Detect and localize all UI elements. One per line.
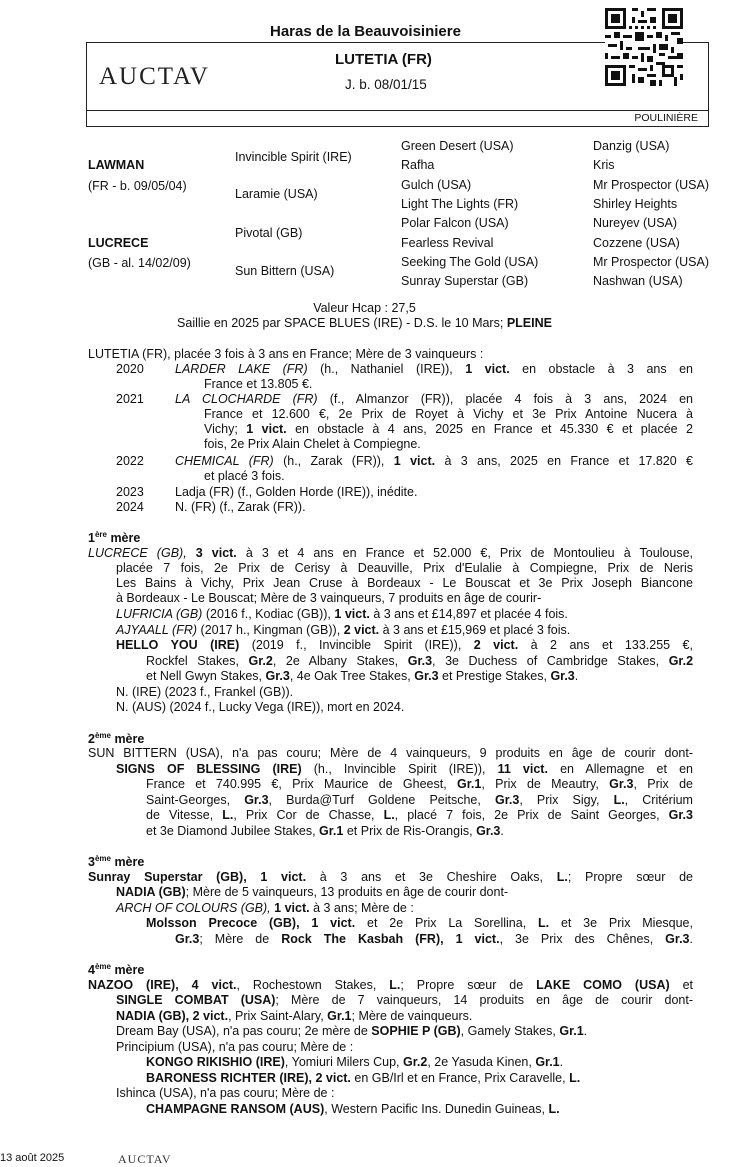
dam-name: LUCRECE	[88, 236, 149, 250]
first-dam-line: Les Bains à Vichy, Prix Jean Cruse à Bordeaux - Le Bouscat et 3e Prix Joseph Biancone	[116, 576, 693, 590]
win-count: 2 vict.	[343, 623, 380, 637]
section-heading: 2ème mère	[88, 731, 145, 747]
valeur-hcap: Valeur Hcap : 27,5	[313, 301, 416, 315]
grade: Gr.3	[668, 808, 693, 822]
third-dam-line	[88, 870, 693, 884]
pedigree-g3: Seeking The Gold (USA)	[401, 255, 539, 269]
pedigree-g3: Polar Falcon (USA)	[401, 216, 509, 230]
grade: Gr.2	[668, 654, 694, 668]
produce-name: CHEMICAL (FR)	[175, 454, 274, 468]
horse-info: J. b. 08/01/15	[345, 77, 427, 92]
win-count: 2 vict.	[473, 638, 519, 652]
record-text: en Allemagne et en	[560, 762, 693, 776]
footer-date: 13 août 2025	[0, 1152, 65, 1164]
grade: Gr.3	[265, 669, 290, 683]
record-text: ; Propre sœur de	[400, 978, 524, 992]
grade: Gr.3	[550, 669, 575, 683]
record-text: , Prix de Meautry,	[481, 777, 599, 791]
dam-name: LUCRECE (GB),	[88, 546, 187, 560]
record-text: ; Mère de	[199, 932, 270, 946]
record-text: et Prix de Ris-Orangis,	[346, 824, 473, 838]
record-text: , Prix de	[633, 777, 693, 791]
produce-name: KONGO RIKISHIO (IRE)	[146, 1055, 285, 1069]
record-text: Saint-Georges,	[146, 793, 231, 807]
grade: Gr.1	[457, 777, 482, 791]
produce-name: NADIA (GB)	[116, 885, 186, 899]
horse-name: LUTETIA (FR)	[335, 51, 432, 68]
win-count: 2 vict.	[192, 1009, 229, 1023]
fourth-dam-line	[116, 1009, 472, 1023]
record-text: ; Mère de vainqueurs.	[351, 1009, 473, 1023]
win-count: 1 vict.	[311, 916, 356, 930]
record-text: à 2 ans et 133.255 €,	[530, 638, 693, 652]
record-text: à 3 ans et £14,897 et placée 4 fois.	[373, 607, 568, 621]
pedigree-g3: Fearless Revival	[401, 236, 494, 250]
record-text: et Nell Gwyn Stakes,	[146, 669, 263, 683]
produce-2021-line	[175, 392, 693, 406]
produce-name: HELLO YOU (IRE)	[116, 638, 240, 652]
produce-text: (f., Almanzor (FR)), placée 4 fois à 3 ans, 2024 en	[329, 392, 693, 406]
pedigree-g4: Danzig (USA)	[593, 139, 670, 153]
fourth-dam-line: Ishinca (USA), n'a pas couru; Mère de :	[116, 1086, 335, 1100]
pedigree-g4: Mr Prospector (USA)	[593, 255, 709, 269]
section-heading: 4ème mère	[88, 962, 145, 978]
fourth-dam-line: Principium (USA), n'a pas couru; Mère de :	[116, 1040, 354, 1054]
footer-logo: AUCTAV	[118, 1152, 172, 1166]
saillie-line	[0, 316, 729, 330]
section-heading: 1ère mère	[88, 530, 141, 546]
dam-info: (GB - al. 14/02/09)	[88, 256, 191, 270]
pedigree-g4: Cozzene (USA)	[593, 236, 680, 250]
pedigree-g3: Light The Lights (FR)	[401, 197, 519, 211]
produce-name: LA CLOCHARDE (FR)	[175, 392, 318, 406]
record-text: en GB/Irl et en France, Prix Caravelle,	[354, 1071, 566, 1085]
fourth-dam-line	[146, 1102, 560, 1116]
produce-name: LARDER LAKE (FR)	[175, 362, 308, 376]
record-text: , 3e Duchess of Cambridge Stakes,	[432, 654, 660, 668]
produce-year: 2023	[116, 485, 144, 499]
grade: Gr.2	[248, 654, 273, 668]
win-count: 2 vict.	[315, 1071, 351, 1085]
grade: Gr.3	[175, 932, 200, 946]
record-text: et 2e Prix La Sorellina,	[367, 916, 527, 930]
grade: Gr.3	[414, 669, 439, 683]
fourth-dam-line	[116, 993, 693, 1007]
win-count: 4 vict.	[191, 978, 237, 992]
record-text: , Gamely Stakes,	[460, 1024, 556, 1038]
produce-2023-line: Ladja (FR) (f., Golden Horde (IRE)), inédite.	[175, 485, 418, 499]
record-text: ; Propre sœur de	[567, 870, 693, 884]
second-dam-line	[146, 793, 693, 807]
produce-name: SOPHIE P (GB)	[371, 1024, 461, 1038]
dam-name: Sunray Superstar (GB),	[88, 870, 247, 884]
grade: Gr.1	[319, 824, 344, 838]
pedigree-g3: Gulch (USA)	[401, 178, 472, 192]
third-dam-line	[146, 916, 693, 930]
sire-name: LAWMAN	[88, 158, 145, 172]
qr-code-icon	[605, 8, 683, 86]
stud-name: Haras de la Beauvoisiniere	[270, 23, 461, 40]
produce-year: 2020	[116, 362, 144, 376]
produce-text: en obstacle à 4 ans, 2025 en France et 45.330 € et placée 2	[295, 422, 694, 436]
grade: Gr.1	[327, 1009, 352, 1023]
produce-name: AJYAALL (FR)	[116, 623, 198, 637]
record-text: , Prix Cor de Chasse,	[233, 808, 375, 822]
saillie-status: PLEINE	[506, 316, 552, 330]
third-dam-line	[116, 901, 414, 915]
record-text: à 3 et 4 ans en France et 52.000 €, Prix de Montoulieu à Toulouse,	[245, 546, 693, 560]
grade: L.	[383, 808, 395, 822]
grade: Gr.3	[407, 654, 433, 668]
produce-name: Rock The Kasbah (FR),	[281, 932, 444, 946]
produce-year: 2024	[116, 500, 144, 514]
second-dam-line	[116, 762, 693, 776]
fourth-dam-line: Dream Bay (USA), n'a pas couru; 2e mère de SOPHIE P (GB), Gamely Stakes, Gr.1.	[116, 1024, 588, 1038]
produce-name: LAKE COMO (USA)	[536, 978, 670, 992]
record-text: , Burda@Turf Goldene Peitsche,	[268, 793, 481, 807]
pedigree-g3: Green Desert (USA)	[401, 139, 514, 153]
record-text: à 3 ans et 3e Cheshire Oaks,	[319, 870, 544, 884]
sire-info: (FR - b. 09/05/04)	[88, 179, 187, 193]
record-text: (2019 f., Invincible Spirit (IRE)),	[251, 638, 462, 652]
grade: Gr.3	[244, 793, 269, 807]
produce-2022-line	[175, 454, 693, 468]
record-text: , placé 7 fois, 2e Prix de Saint Georges,	[394, 808, 660, 822]
first-dam-line: et Nell Gwyn Stakes, Gr.3, 4e Oak Tree Stakes, Gr.3 et Prestige Stakes, Gr.3.	[146, 669, 579, 683]
produce-2022-line: et placé 3 fois.	[204, 469, 285, 483]
grade: L.	[613, 793, 625, 807]
grade: L.	[389, 978, 401, 992]
record-text: à 3 ans; Mère de :	[313, 901, 414, 915]
auctav-logo: AUCTAV	[99, 63, 210, 90]
pedigree-g2: Pivotal (GB)	[235, 226, 303, 240]
record-text: et 3e Prix Miesque,	[560, 916, 693, 930]
produce-name: SINGLE COMBAT (USA)	[116, 993, 276, 1007]
second-dam-line	[146, 777, 693, 791]
produce-name: ARCH OF COLOURS (GB),	[116, 901, 271, 915]
record-text: (2016 f., Kodiac (GB)),	[205, 607, 331, 621]
win-count: 1 vict.	[465, 362, 510, 376]
grade: Gr.3	[665, 932, 690, 946]
win-count: 1 vict.	[274, 901, 310, 915]
record-text: Rockfel Stakes,	[146, 654, 239, 668]
produce-name: Molsson Precoce (GB),	[146, 916, 300, 930]
grade: L.	[548, 1102, 560, 1116]
record-text: France et 740.995 €, Prix Maurice de Gheest,	[146, 777, 447, 791]
produce-name: SIGNS OF BLESSING (IRE)	[116, 762, 302, 776]
win-count: 1 vict.	[455, 932, 500, 946]
produce-text: (h., Nathaniel (IRE)),	[320, 362, 453, 376]
record-text: , Critérium	[624, 793, 693, 807]
second-dam-line	[146, 808, 693, 822]
produce-name: CHAMPAGNE RANSOM (AUS)	[146, 1102, 325, 1116]
first-dam-line: N. (AUS) (2024 f., Lucky Vega (IRE)), mort en 2024.	[116, 700, 405, 714]
win-count: 1 vict.	[334, 607, 370, 621]
produce-2021-line: France et 12.600 €, 2e Prix de Royet à Vichy et 3e Prix Antoine Nucera à	[204, 407, 693, 421]
record-text: , Prix Saint-Alary,	[228, 1009, 324, 1023]
pedigree-g3: Rafha	[401, 158, 435, 172]
section-heading: 3ème mère	[88, 854, 145, 870]
produce-text: (h., Zarak (FR)),	[283, 454, 385, 468]
intro-line: LUTETIA (FR), placée 3 fois à 3 ans en France; Mère de 3 vainqueurs :	[88, 347, 484, 361]
grade: L.	[222, 808, 234, 822]
fourth-dam-line	[88, 978, 693, 992]
record-text: ; Mère de 5 vainqueurs, 13 produits en âge de courir dont-	[185, 885, 509, 899]
first-dam-line	[146, 654, 693, 668]
first-dam-line: N. (IRE) (2023 f., Frankel (GB)).	[116, 685, 294, 699]
record-text: , 2e Yasuda Kinen,	[427, 1055, 532, 1069]
pedigree-g3: Sunray Superstar (GB)	[401, 274, 529, 288]
win-count: 3 vict.	[195, 546, 237, 560]
pedigree-g4: Kris	[593, 158, 615, 172]
grade: Gr.3	[476, 824, 501, 838]
record-text: Dream Bay (USA), n'a pas couru; 2e mère de	[116, 1024, 368, 1038]
pedigree-g2: Sun Bittern (USA)	[235, 264, 335, 278]
record-text: et	[682, 978, 694, 992]
grade: Gr.3	[609, 777, 634, 791]
pedigree-g4: Nashwan (USA)	[593, 274, 683, 288]
produce-2021-line	[204, 422, 693, 436]
saillie-text: Saillie en 2025 par SPACE BLUES (IRE) - D.S. le 10 Mars;	[177, 316, 504, 330]
produce-name: BARONESS RICHTER (IRE),	[146, 1071, 312, 1085]
pedigree-g2: Invincible Spirit (IRE)	[235, 150, 352, 164]
win-count: 1 vict.	[260, 870, 307, 884]
record-text: , 3e Prix des Chênes,	[499, 932, 654, 946]
grade: Gr.2	[403, 1055, 428, 1069]
category-label: POULINIÈRE	[634, 112, 698, 124]
record-text: de Vitesse,	[146, 808, 214, 822]
win-count: 1 vict.	[393, 454, 436, 468]
record-text: , 4e Oak Tree Stakes,	[289, 669, 411, 683]
first-dam-line	[116, 623, 570, 637]
win-count: 1 vict.	[246, 422, 287, 436]
first-dam-line	[116, 638, 693, 652]
fourth-dam-line: KONGO RIKISHIO (IRE), Yomiuri Milers Cup, Gr.2, 2e Yasuda Kinen, Gr.1.	[146, 1055, 564, 1069]
pedigree-g4: Nureyev (USA)	[593, 216, 678, 230]
record-text: , Prix Sigy,	[519, 793, 600, 807]
record-text: , Western Pacific Ins. Dunedin Guineas,	[324, 1102, 545, 1116]
dam-name: NAZOO (IRE),	[88, 978, 179, 992]
first-dam-line: placée 7 fois, 2e Prix de Cerisy à Deauville, Prix d'Eulalie à Compiegne, Prix de Neris	[116, 561, 693, 575]
third-dam-line	[116, 885, 508, 899]
grade: L.	[556, 870, 568, 884]
record-text: (2017 h., Kingman (GB)),	[200, 623, 341, 637]
record-text: et Prestige Stakes,	[442, 669, 547, 683]
produce-text: à 3 ans, 2025 en France et 17.820 €	[444, 454, 693, 468]
produce-2020-line	[175, 362, 693, 376]
record-text: à 3 ans et £15,969 et placé 3 fois.	[382, 623, 571, 637]
grade: Gr.1	[535, 1055, 560, 1069]
produce-text: en obstacle à 3 ans en	[522, 362, 693, 376]
first-dam-line	[88, 546, 693, 560]
produce-text: Vichy;	[204, 422, 238, 436]
first-dam-line	[116, 607, 568, 621]
header-separator	[87, 110, 708, 111]
pedigree-g4: Mr Prospector (USA)	[593, 178, 709, 192]
first-dam-line: à Bordeaux - Le Bouscat; Mère de 3 vainqueurs, 7 produits en âge de courir-	[116, 591, 542, 605]
second-dam-line: SUN BITTERN (USA), n'a pas couru; Mère de 4 vainqueurs, 9 produits en âge de courir dont-	[88, 746, 693, 760]
produce-2021-line: fois, 2e Prix Alain Chelet à Compiegne.	[204, 437, 421, 451]
record-text: et 3e Diamond Jubilee Stakes,	[146, 824, 316, 838]
produce-year: 2021	[116, 392, 144, 406]
second-dam-line: et 3e Diamond Jubilee Stakes, Gr.1 et Prix de Ris-Orangis, Gr.3.	[146, 824, 504, 838]
grade: Gr.1	[559, 1024, 584, 1038]
record-text: , Yomiuri Milers Cup,	[284, 1055, 400, 1069]
produce-2024-line: N. (FR) (f., Zarak (FR)).	[175, 500, 306, 514]
produce-name: NADIA (GB),	[116, 1009, 190, 1023]
record-text: , 2e Albany Stakes,	[272, 654, 399, 668]
pedigree-g4: Shirley Heights	[593, 197, 678, 211]
grade: L.	[569, 1071, 581, 1085]
grade: Gr.3	[494, 793, 520, 807]
fourth-dam-line	[146, 1071, 580, 1085]
third-dam-line: Gr.3; Mère de Rock The Kasbah (FR), 1 vict., 3e Prix des Chênes, Gr.3.	[175, 932, 693, 946]
produce-name: LUFRICIA (GB)	[116, 607, 203, 621]
win-count: 11 vict.	[497, 762, 548, 776]
produce-year: 2022	[116, 454, 144, 468]
produce-2020-line: France et 13.805 €.	[204, 377, 313, 391]
record-text: (h., Invincible Spirit (IRE)),	[313, 762, 486, 776]
pedigree-g2: Laramie (USA)	[235, 187, 318, 201]
record-text: ; Mère de 7 vainqueurs, 14 produits en âge de courir dont-	[275, 993, 693, 1007]
record-text: , Rochestown Stakes,	[236, 978, 377, 992]
grade: L.	[538, 916, 550, 930]
